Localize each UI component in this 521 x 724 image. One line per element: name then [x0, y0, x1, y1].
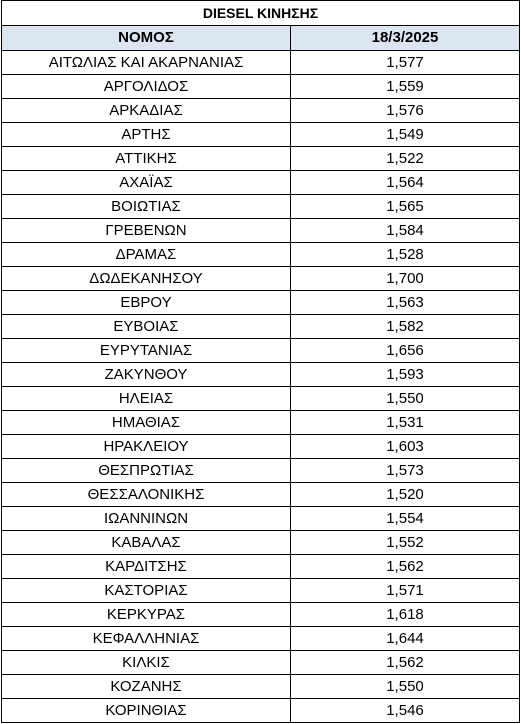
table-row — [2, 99, 520, 123]
table-row — [2, 387, 520, 411]
table-row — [2, 219, 520, 243]
table-row — [2, 123, 520, 147]
nomos-cell: ΒΟΙΩΤΙΑΣ — [2, 195, 291, 219]
table-row — [2, 195, 520, 219]
table-row — [2, 435, 520, 459]
nomos-cell: ΑΡΓΟΛΙΔΟΣ — [2, 75, 291, 99]
nomos-cell: ΑΧΑΪΑΣ — [2, 171, 291, 195]
table-row — [2, 459, 520, 483]
price-cell: 1,531 — [291, 411, 520, 435]
price-cell: 1,565 — [291, 195, 520, 219]
table-row — [2, 243, 520, 267]
title-row — [2, 1, 520, 26]
price-cell: 1,520 — [291, 483, 520, 507]
price-cell: 1,644 — [291, 627, 520, 651]
price-cell: 1,528 — [291, 243, 520, 267]
price-cell: 1,582 — [291, 315, 520, 339]
price-cell: 1,549 — [291, 123, 520, 147]
price-cell: 1,522 — [291, 147, 520, 171]
table-row — [2, 339, 520, 363]
price-cell: 1,562 — [291, 651, 520, 675]
table-row — [2, 507, 520, 531]
nomos-cell: ΘΕΣΣΑΛΟΝΙΚΗΣ — [2, 483, 291, 507]
table-row — [2, 651, 520, 675]
nomos-cell: ΘΕΣΠΡΩΤΙΑΣ — [2, 459, 291, 483]
table-title: DIESEL ΚΙΝΗΣΗΣ — [2, 1, 520, 26]
diesel-price-table — [1, 0, 520, 723]
table-row — [2, 603, 520, 627]
nomos-cell: ΑΤΤΙΚΗΣ — [2, 147, 291, 171]
price-cell: 1,576 — [291, 99, 520, 123]
table-row — [2, 51, 520, 75]
price-cell: 1,656 — [291, 339, 520, 363]
price-cell: 1,584 — [291, 219, 520, 243]
table-row — [2, 675, 520, 699]
nomos-cell: ΗΛΕΙΑΣ — [2, 387, 291, 411]
nomos-cell: ΕΒΡΟΥ — [2, 291, 291, 315]
price-cell: 1,603 — [291, 435, 520, 459]
price-cell: 1,571 — [291, 579, 520, 603]
table-row — [2, 483, 520, 507]
price-sheet — [1, 0, 519, 723]
price-cell: 1,577 — [291, 51, 520, 75]
nomos-cell: ΚΟΡΙΝΘΙΑΣ — [2, 699, 291, 723]
price-cell: 1,700 — [291, 267, 520, 291]
table-row — [2, 315, 520, 339]
price-cell: 1,563 — [291, 291, 520, 315]
nomos-cell: ΔΡΑΜΑΣ — [2, 243, 291, 267]
price-cell: 1,559 — [291, 75, 520, 99]
price-cell: 1,618 — [291, 603, 520, 627]
table-row — [2, 531, 520, 555]
price-cell: 1,554 — [291, 507, 520, 531]
nomos-cell: ΑΙΤΩΛΙΑΣ ΚΑΙ ΑΚΑΡΝΑΝΙΑΣ — [2, 51, 291, 75]
price-cell: 1,550 — [291, 387, 520, 411]
table-row — [2, 147, 520, 171]
price-cell: 1,564 — [291, 171, 520, 195]
nomos-cell: ΔΩΔΕΚΑΝΗΣΟΥ — [2, 267, 291, 291]
table-row — [2, 75, 520, 99]
table-row — [2, 555, 520, 579]
table-row — [2, 171, 520, 195]
header-row — [2, 26, 520, 51]
nomos-cell: ΚΕΦΑΛΛΗΝΙΑΣ — [2, 627, 291, 651]
table-body — [2, 51, 520, 723]
nomos-cell: ΚΕΡΚΥΡΑΣ — [2, 603, 291, 627]
nomos-cell: ΕΥΒΟΙΑΣ — [2, 315, 291, 339]
nomos-cell: ΚΑΡΔΙΤΣΗΣ — [2, 555, 291, 579]
table-row — [2, 579, 520, 603]
price-cell: 1,573 — [291, 459, 520, 483]
price-cell: 1,546 — [291, 699, 520, 723]
nomos-cell: ΖΑΚΥΝΘΟΥ — [2, 363, 291, 387]
table-row — [2, 291, 520, 315]
nomos-cell: ΙΩΑΝΝΙΝΩΝ — [2, 507, 291, 531]
table-row — [2, 267, 520, 291]
table-row — [2, 411, 520, 435]
price-cell: 1,562 — [291, 555, 520, 579]
table-row — [2, 363, 520, 387]
nomos-cell: ΕΥΡΥΤΑΝΙΑΣ — [2, 339, 291, 363]
nomos-cell: ΗΜΑΘΙΑΣ — [2, 411, 291, 435]
nomos-cell: ΓΡΕΒΕΝΩΝ — [2, 219, 291, 243]
table-row — [2, 699, 520, 723]
price-cell: 1,593 — [291, 363, 520, 387]
table-row — [2, 627, 520, 651]
nomos-cell: ΑΡΚΑΔΙΑΣ — [2, 99, 291, 123]
nomos-cell: ΚΟΖΑΝΗΣ — [2, 675, 291, 699]
column-header-nomos: ΝΟΜΟΣ — [2, 26, 291, 51]
column-header-date: 18/3/2025 — [291, 26, 520, 51]
nomos-cell: ΚΑΣΤΟΡΙΑΣ — [2, 579, 291, 603]
nomos-cell: ΗΡΑΚΛΕΙΟΥ — [2, 435, 291, 459]
nomos-cell: ΚΑΒΑΛΑΣ — [2, 531, 291, 555]
nomos-cell: ΚΙΛΚΙΣ — [2, 651, 291, 675]
price-cell: 1,550 — [291, 675, 520, 699]
price-cell: 1,552 — [291, 531, 520, 555]
nomos-cell: ΑΡΤΗΣ — [2, 123, 291, 147]
